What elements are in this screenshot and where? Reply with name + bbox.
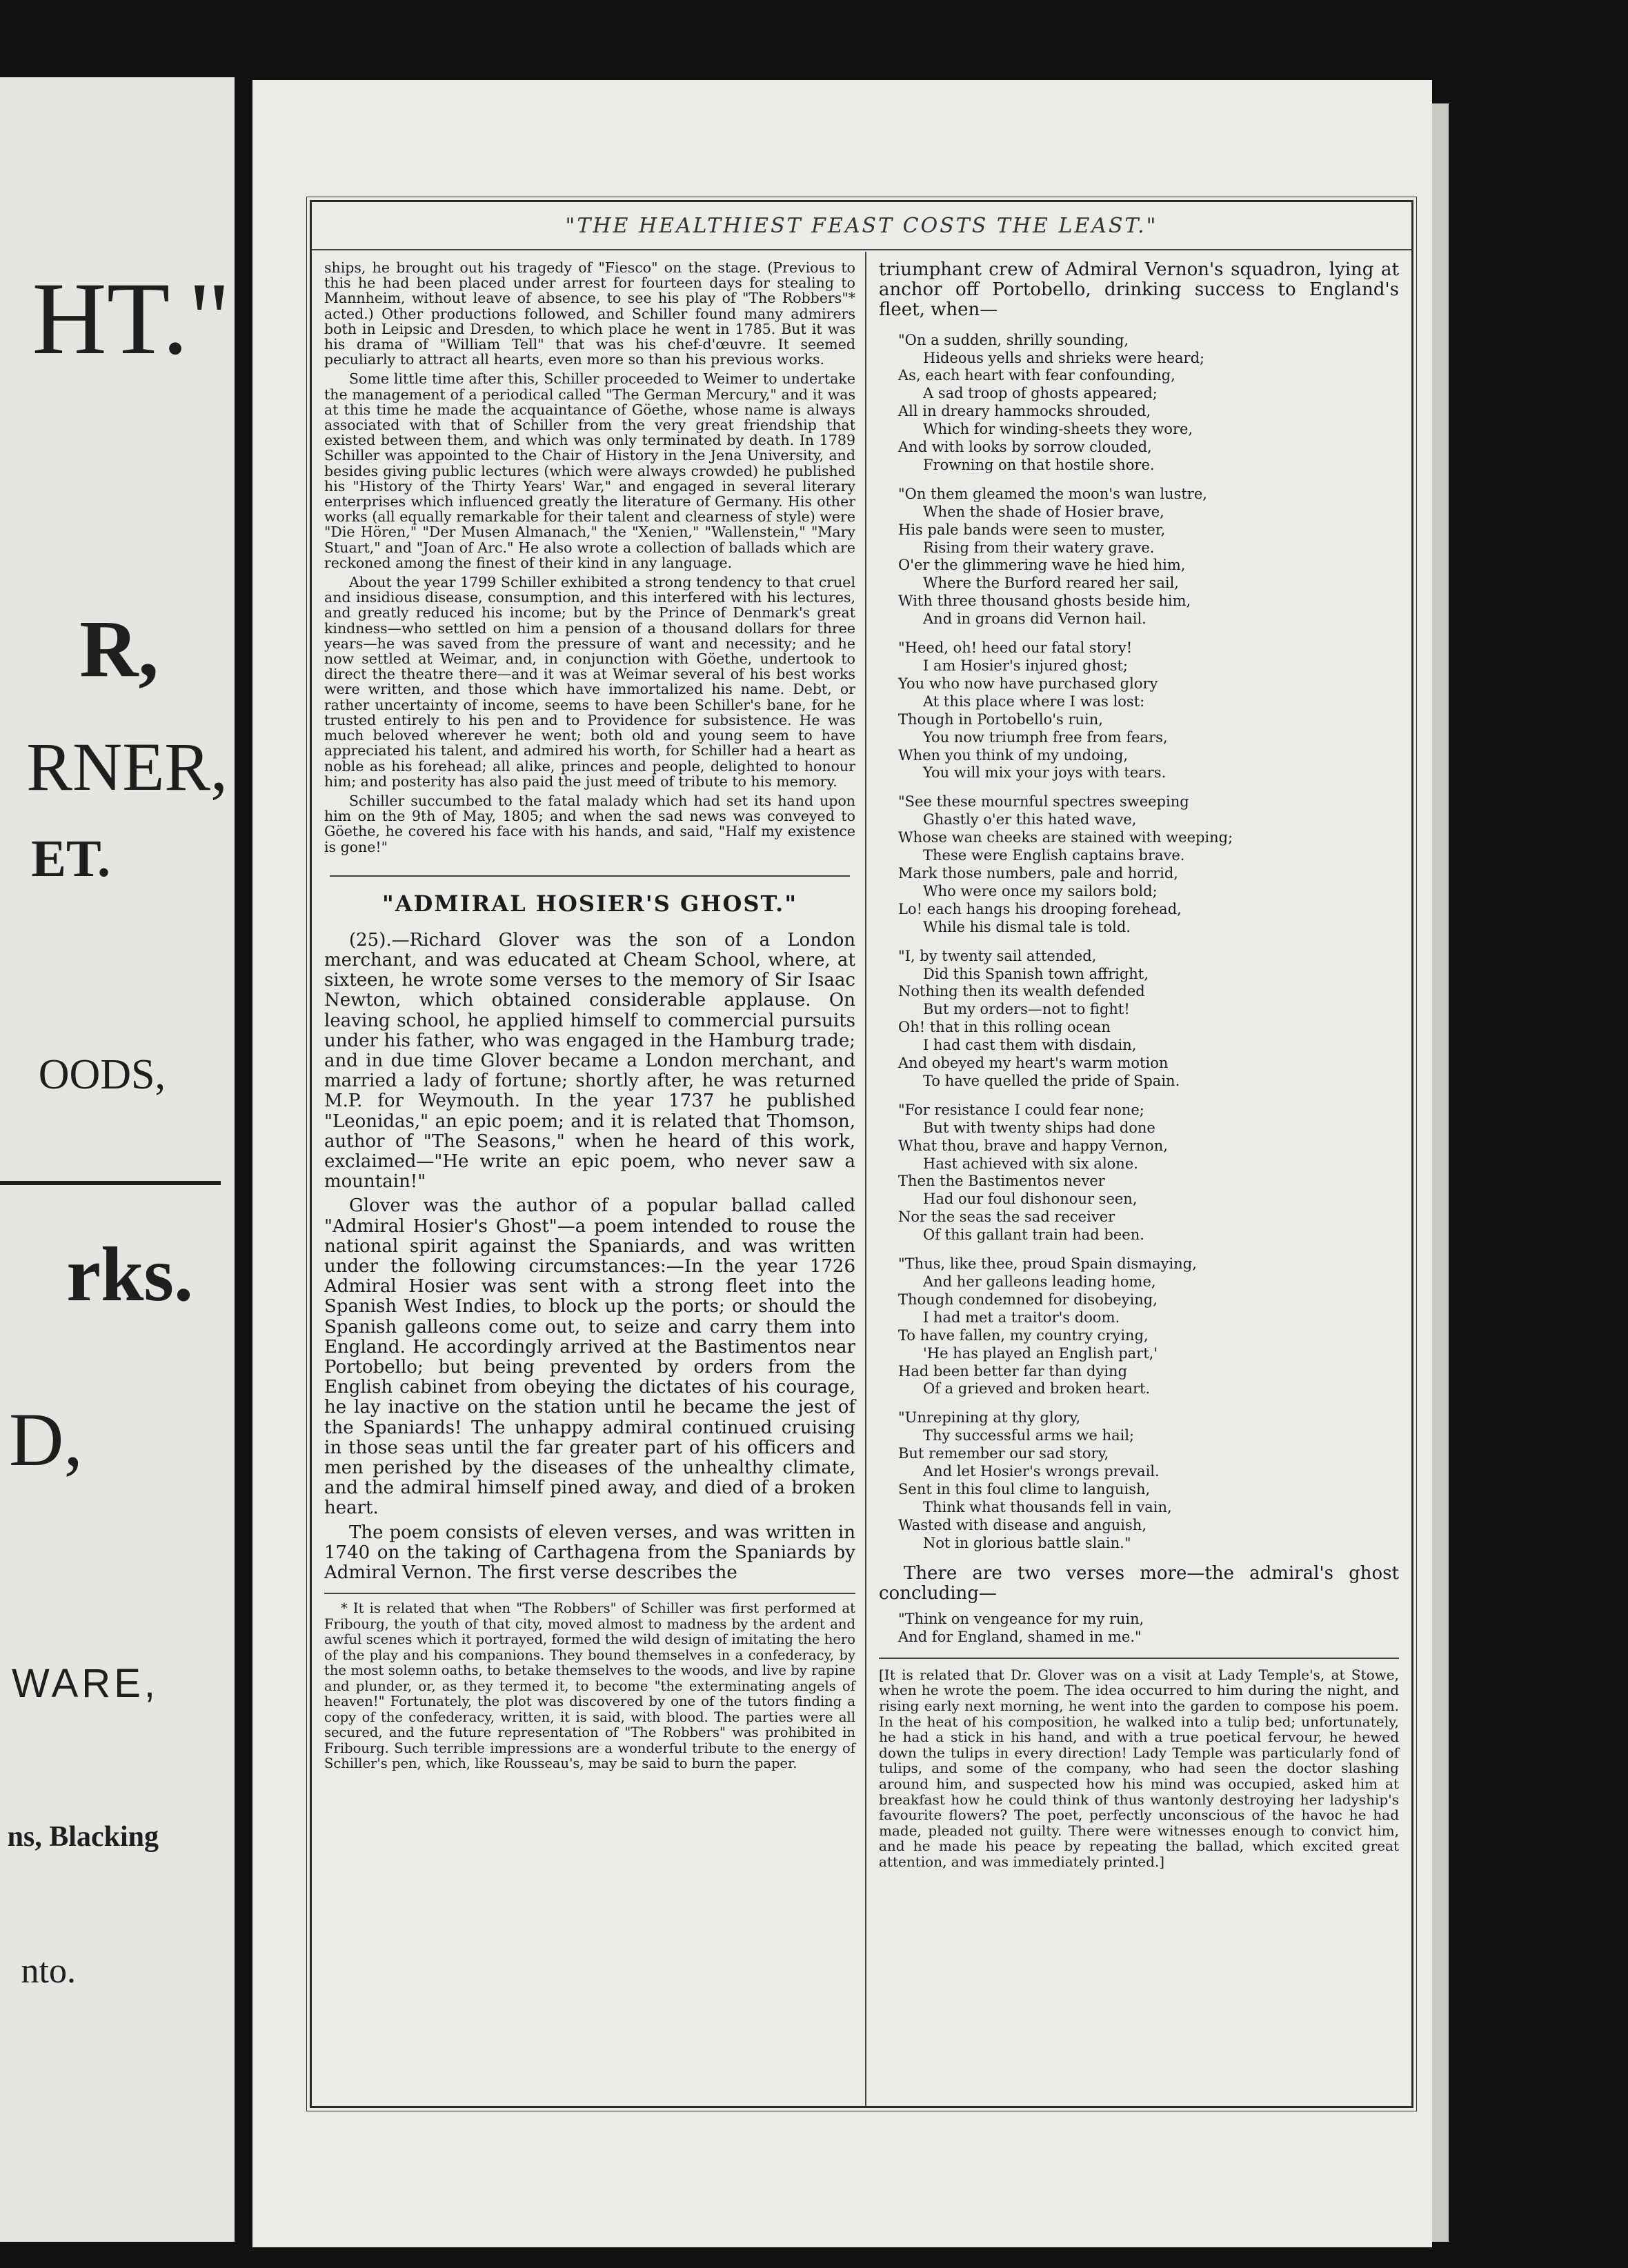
verse-line: Which for winding-sheets they wore, bbox=[923, 421, 1193, 438]
footnote-rule bbox=[324, 1593, 855, 1594]
final-stanza bbox=[898, 1611, 1399, 1647]
poem-conclusion-intro: There are two verses more—the admiral's ghost concluding— bbox=[879, 1562, 1399, 1604]
verse-line: Mark those numbers, pale and horrid, bbox=[898, 864, 1178, 882]
verse-line: What thou, brave and happy Vernon, bbox=[898, 1137, 1168, 1154]
verse-line: To have quelled the pride of Spain. bbox=[923, 1072, 1180, 1089]
verse-line: All in dreary hammocks shrouded, bbox=[898, 403, 1151, 420]
schiller-paragraph: Schiller succumbed to the fatal malady which had set its hand upon him on the 9th of May, 1805; and when the sad news was conveyed to Göethe, he covered his face with his hands, and said, "Half my existence is gone!" bbox=[324, 792, 855, 855]
verse-line: Where the Burford reared her sail, bbox=[923, 575, 1179, 592]
verse-line: I had met a traitor's doom. bbox=[923, 1309, 1120, 1326]
column-divider bbox=[865, 252, 866, 2106]
verse-line: Though condemned for disobeying, bbox=[898, 1291, 1158, 1308]
verse-line: Had been better far than dying bbox=[898, 1362, 1128, 1380]
verse-line: But my orders—not to fight! bbox=[923, 1001, 1130, 1018]
verse-line: Who were once my sailors bold; bbox=[923, 882, 1158, 899]
poem-stanza bbox=[898, 1409, 1399, 1552]
article-separator bbox=[330, 875, 850, 877]
verse-line: But with twenty ships had done bbox=[923, 1119, 1155, 1136]
poem-stanza bbox=[898, 1102, 1399, 1244]
poem-stanza bbox=[898, 948, 1399, 1091]
article-paragraph: The poem consists of eleven verses, and was written in 1740 on the taking of Carthagena from the Spaniards by Admiral Vernon. The first verse describes the bbox=[324, 1522, 855, 1584]
verse-line: Had our foul dishonour seen, bbox=[923, 1191, 1138, 1208]
verse-line: Think what thousands fell in vain, bbox=[923, 1498, 1172, 1515]
verse-line: Sent in this foul clime to languish, bbox=[898, 1480, 1151, 1498]
verse-line: These were English captains brave. bbox=[923, 847, 1185, 864]
facing-page-fragment: HT." bbox=[32, 261, 230, 376]
verse-line: At this place where I was lost: bbox=[923, 693, 1145, 710]
verse-line: Oh! that in this rolling ocean bbox=[898, 1019, 1111, 1036]
poem-stanza bbox=[898, 793, 1399, 936]
facing-page-fragment: ns, Blacking bbox=[7, 1821, 159, 1853]
facing-page-fragment: OODS, bbox=[38, 1051, 166, 1098]
verse-line: "I, by twenty sail attended, bbox=[898, 947, 1097, 964]
verse-line: Hideous yells and shrieks were heard; bbox=[923, 349, 1205, 366]
verse-line: When the shade of Hosier brave, bbox=[923, 503, 1164, 520]
verse-line: Did this Spanish town affright, bbox=[923, 965, 1149, 982]
poem-stanza bbox=[898, 1255, 1399, 1398]
footnote: * It is related that when "The Robbers" of Schiller was first performed at Fribourg, the youth of that city, moved almost to madness by the ardent and awful scenes which it portrayed, formed the wild design of imitating the hero of the play and his companions. They bound themselves in a confederacy, by the most solemn oaths, to betake themselves to the woods, and live by rapine and plunder, or, as they termed it, to become "the exterminating angels of heaven!" Fortunately, the plot was discovered by one of the tutors finding a copy of the confederacy, written, it is said, with blood. The parties were all secured, and the future representation of "The Robbers" was prohibited in Fribourg. Such terrible impressions are a wonderful tribute to the energy of Schiller's pen, which, like Rousseau's, may be said to burn the paper. bbox=[324, 1600, 855, 1772]
schiller-paragraph: About the year 1799 Schiller exhibited a strong tendency to that cruel and insidious disease, consumption, and this interfered with his lectures, and greatly reduced his income; but by the Prince of Denmark's great kindness—who settled on him a pension of a thousand dollars for three years—he was saved from the pressure of want and necessity; and he now settled at Weimar, and, in conjunction with Göethe, undertook to direct the theatre there—and it was at Weimar several of his best works were written, and those which have immortalized his name. Debt, or rather uncertainty of income, seems to have been Schiller's bane, for he trusted entirely to his pen and to Providence for subsistence. He was much beloved wherever he went; both old and young seem to have appreciated his talent, and admired his worth, for Schiller had a heart as noble as his forehead; all alike, princes and people, delighted to honour him; and posterity has also paid the just meed of tribute to his memory. bbox=[324, 574, 855, 790]
facing-page-rule bbox=[0, 1181, 221, 1185]
article-paragraph: Glover was the author of a popular ballad called "Admiral Hosier's Ghost"—a poem intended to rouse the national spirit against the Spaniards, and was written under the following circumstances:—In the year 1726 Admiral Hosier was sent with a strong fleet into the Spanish West Indies, to block up the ports; or should the Spanish galleons come out, to seize and carry them into England. He accordingly arrived at the Bastimentos near Portobello; but being prevented by orders from the English cabinet from obeying the dictates of his courage, he lay inactive on the station until he became the jest of the Spaniards! The unhappy admiral continued cruising in those seas until the far greater part of his officers and men perished by the diseases of the unhealthy climate, and the admiral himself pined away, and died of a broken heart. bbox=[324, 1195, 855, 1519]
verse-line: With three thousand ghosts beside him, bbox=[898, 593, 1191, 610]
verse-line: But remember our sad story, bbox=[898, 1445, 1109, 1462]
verse-line: A sad troop of ghosts appeared; bbox=[923, 385, 1158, 402]
schiller-paragraph: Some little time after this, Schiller proceeded to Weimer to undertake the management of a periodical called "The German Mercury," and it was at this time he made the acquaintance of Göethe, whose name is always associated with that of Schiller from the very great friendship that existed between them, and which was only terminated by death. In 1789 Schiller was appointed to the Chair of History in the Jena University, and besides giving public lectures (which were always crowded) he published his "History of the Thirty Years' War," and engaged in several literary enterprises which influenced greatly the literature of Germany. His other works (all equally remarkable for their talent and clearness of style) were "Die Hören," "Der Musen Almanach," the "Xenien," "Wallenstein," "Mary Stuart," and "Joan of Arc." He also wrote a collection of ballads which are reckoned among the finest of their kind in any language. bbox=[324, 370, 855, 571]
verse-line: And for England, shamed in me." bbox=[898, 1628, 1142, 1645]
poem-stanza bbox=[898, 332, 1399, 475]
verse-line: Ghastly o'er this hated wave, bbox=[923, 811, 1137, 828]
verse-line: Nor the seas the sad receiver bbox=[898, 1208, 1115, 1226]
verse-line: "See these mournful spectres sweeping bbox=[898, 793, 1189, 810]
verse-line: And her galleons leading home, bbox=[923, 1273, 1156, 1291]
schiller-paragraph: ships, he brought out his tragedy of "Fiesco" on the stage. (Previous to this he had been placed under arrest for fourteen days for stealing to Mannheim, without leave of absence, to see his play of "The Robbers"* acted.) Other productions followed, and Schiller found many admirers both in Leipsic and Dresden, to which place he went in 1785. But it was his drama of "William Tell" that was his chef-d'œuvre. It seemed peculiarly to attract all hearts, even more so than his previous works. bbox=[324, 259, 855, 368]
verse-line: And in groans did Vernon hail. bbox=[923, 610, 1146, 628]
verse-line: You who now have purchased glory bbox=[898, 675, 1158, 692]
poem-intro: triumphant crew of Admiral Vernon's squadron, lying at anchor off Portobello, drinking success to England's fleet, when— bbox=[879, 259, 1399, 321]
verse-line: "Think on vengeance for my ruin, bbox=[898, 1611, 1144, 1628]
right-column bbox=[879, 260, 1399, 1870]
header-rule bbox=[312, 249, 1411, 250]
verse-line: Though in Portobello's ruin, bbox=[898, 710, 1103, 728]
verse-line: 'He has played an English part,' bbox=[923, 1344, 1158, 1362]
facing-page-fragment: WARE, bbox=[12, 1661, 159, 1706]
verse-line: His pale bands were seen to muster, bbox=[898, 521, 1166, 538]
verse-line: Rising from their watery grave. bbox=[923, 539, 1155, 556]
verse-line: And let Hosier's wrongs prevail. bbox=[923, 1463, 1160, 1480]
magazine-page bbox=[252, 80, 1432, 2247]
poem-stanza bbox=[898, 486, 1399, 628]
verse-line: Of a grieved and broken heart. bbox=[923, 1380, 1151, 1397]
article-title: "ADMIRAL HOSIER'S GHOST." bbox=[382, 890, 797, 917]
running-header: "THE HEALTHIEST FEAST COSTS THE LEAST." bbox=[565, 214, 1158, 238]
page-frame bbox=[310, 200, 1413, 2108]
verse-line: You now triumph free from fears, bbox=[923, 728, 1168, 746]
left-column bbox=[324, 260, 855, 1772]
article-paragraph: (25).—Richard Glover was the son of a London merchant, and was educated at Cheam School, where, at sixteen, he wrote some verses to the memory of Sir Isaac Newton, which obtained considerable applause. On leaving school, he applied himself to commercial pursuits under his father, who was engaged in the Hamburg trade; and in due time Glover became a London merchant, and married a lady of fortune; shortly after, he was returned M.P. for Weymouth. In the year 1737 he published "Leonidas," an epic poem; and it is related that Thomson, author of "The Seasons," when he heard of this work, exclaimed—"He write an epic poem, who never saw a mountain!" bbox=[324, 929, 855, 1193]
verse-line: "For resistance I could fear none; bbox=[898, 1101, 1144, 1118]
page-edge bbox=[1432, 103, 1449, 2242]
verse-line: Of this gallant train had been. bbox=[923, 1226, 1144, 1244]
verse-line: "On a sudden, shrilly sounding, bbox=[898, 331, 1129, 348]
facing-page-fragment: ET. bbox=[31, 830, 110, 888]
verse-line: When you think of my undoing, bbox=[898, 746, 1129, 764]
note-rule bbox=[879, 1658, 1399, 1659]
verse-line: While his dismal tale is told. bbox=[923, 918, 1131, 935]
poem bbox=[879, 332, 1399, 1553]
verse-line: Lo! each hangs his drooping forehead, bbox=[898, 900, 1182, 917]
facing-page bbox=[0, 77, 235, 2242]
verse-line: I had cast them with disdain, bbox=[923, 1037, 1137, 1054]
facing-page-fragment: R, bbox=[79, 604, 159, 694]
facing-page-fragment: RNER, bbox=[26, 728, 228, 805]
editorial-note: [It is related that Dr. Glover was on a visit at Lady Temple's, at Stowe, when he wrote the poem. The idea occurred to him during the night, and rising early next morning, he went into the garden to compose his poem. In the heat of his composition, he walked into a tulip bed; unfortunately, he had a stick in his hand, and with a true poetical fervour, he hewed down the tulips in every direction! Lady Temple was particularly fond of tulips, and some of the company, who had seen the doctor slashing around him, and suspected how his mind was occupied, asked him at breakfast how he could think of thus wantonly destroying her ladyship's favourite flowers? The poet, perfectly unconscious of the havoc he had made, pleaded not guilty. There were witnesses enough to convict him, and he made his peace by repeating the ballad, which excited great attention, and was immediately printed.] bbox=[879, 1666, 1399, 1870]
verse-line: Nothing then its wealth defended bbox=[898, 983, 1145, 1000]
verse-line: Frowning on that hostile shore. bbox=[923, 456, 1155, 473]
verse-line: Whose wan cheeks are stained with weeping; bbox=[898, 829, 1233, 846]
verse-line: Wasted with disease and anguish, bbox=[898, 1516, 1147, 1533]
verse-line: "Unrepining at thy glory, bbox=[898, 1409, 1081, 1426]
verse-line: Hast achieved with six alone. bbox=[923, 1155, 1138, 1172]
verse-line: O'er the glimmering wave he hied him, bbox=[898, 557, 1186, 574]
facing-page-fragment: D, bbox=[9, 1397, 83, 1482]
verse-line: Then the Bastimentos never bbox=[898, 1173, 1105, 1190]
facing-page-fragment: rks. bbox=[66, 1232, 193, 1317]
poem-stanza bbox=[898, 639, 1399, 782]
verse-line: And with looks by sorrow clouded, bbox=[898, 439, 1152, 456]
verse-line: And obeyed my heart's warm motion bbox=[898, 1055, 1169, 1072]
verse-line: Not in glorious battle slain." bbox=[923, 1534, 1131, 1551]
verse-line: I am Hosier's injured ghost; bbox=[923, 657, 1128, 675]
verse-line: Thy successful arms we hail; bbox=[923, 1427, 1135, 1444]
verse-line: "Heed, oh! heed our fatal story! bbox=[898, 639, 1133, 657]
verse-line: "Thus, like thee, proud Spain dismaying, bbox=[898, 1255, 1197, 1273]
verse-line: As, each heart with fear confounding, bbox=[898, 367, 1175, 384]
verse-line: To have fallen, my country crying, bbox=[898, 1326, 1149, 1344]
facing-page-fragment: nto. bbox=[21, 1951, 76, 1991]
verse-line: "On them gleamed the moon's wan lustre, bbox=[898, 485, 1207, 502]
verse-line: You will mix your joys with tears. bbox=[923, 764, 1167, 782]
